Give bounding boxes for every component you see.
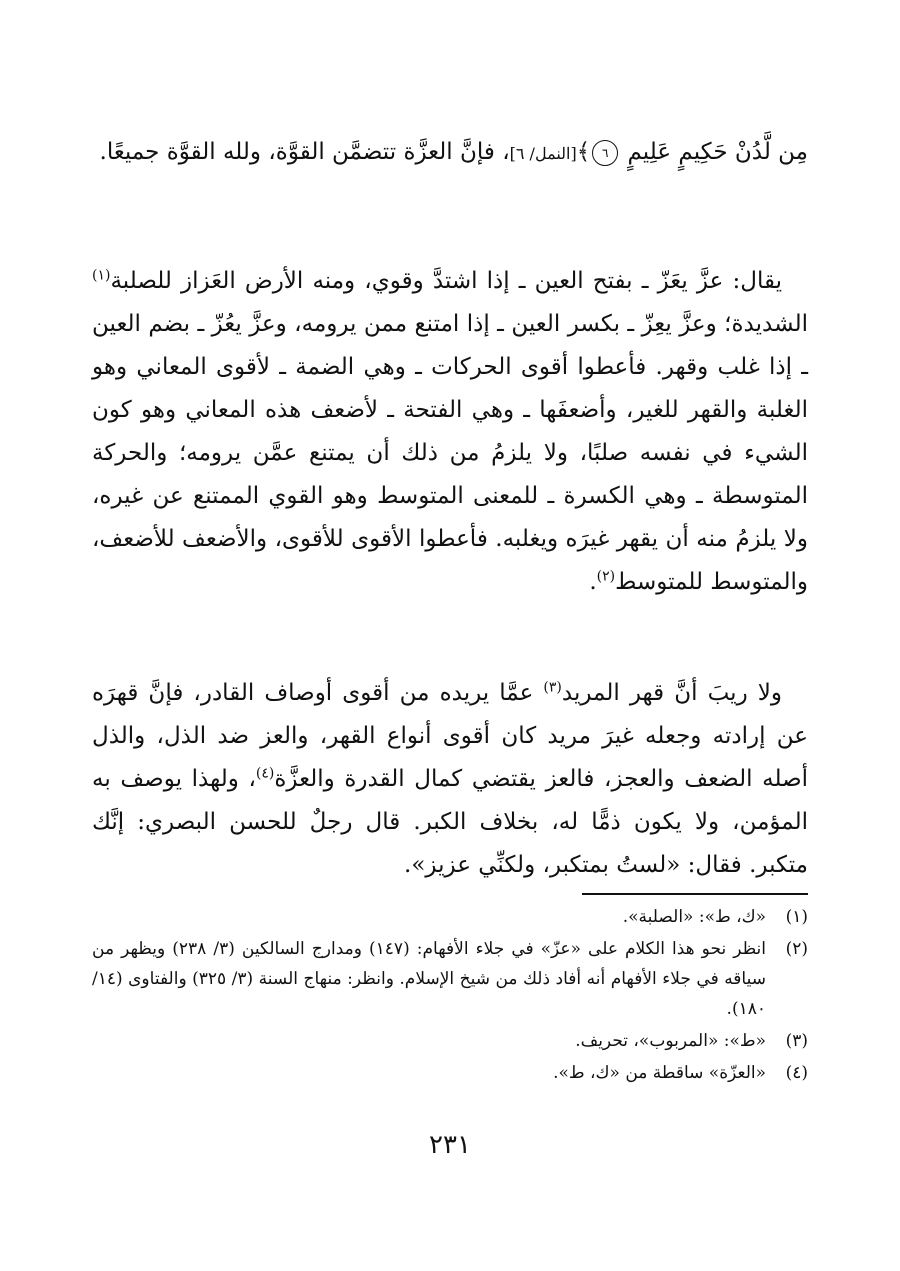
- footnote-number: (٢): [785, 939, 808, 959]
- footnote-number: (٣): [785, 1031, 808, 1051]
- paragraph-2-part-3: .: [589, 569, 597, 595]
- quran-verse-text: مِن لَّدُنْ حَكِيمٍ عَلِيمٍ: [627, 139, 808, 165]
- footnote-item: [92, 1026, 808, 1056]
- verse-citation: [النمل/ ٦]: [509, 144, 577, 163]
- footnote-ref-3[interactable]: (٣): [543, 679, 562, 696]
- page-number: ٢٣١: [429, 1130, 471, 1160]
- paragraph-2-part-2: الشديدة؛ وعزَّ يعِزّ ـ بكسر العين ـ إذا امتنع ممن يرومه، وعزَّ يعُزّ ـ بضم العين ـ إذا غلب وقهر. فأعطوا أقوى الحركات ـ وهي الضمة ـ لأقوى المعاني وهو الغلبة والقهر للغير، وأضعفَها ـ وهي الفتحة ـ لأضعف هذه المعاني وهو كون الشيء في نفسه صلبًا، ولا يلزمُ من ذلك أن يمتنع عمَّن يرومه؛ والحركة المتوسطة ـ وهي الكسرة ـ للمعنى المتوسط وهو القوي الممتنع عن غيره، ولا يلزمُ منه أن يقهر غيرَه ويغلبه. فأعطوا الأقوى للأقوى، والأضعف للأضعف، والمتوسط للمتوسط: [92, 311, 808, 595]
- verse-end-marker: ٦: [592, 140, 618, 166]
- paragraph-3-part-2: عمَّا يريده من أقوى أوصاف القادر، فإنَّ قهرَه عن إرادته وجعله غيرَ مريد كان أقوى أنواع القهر، والعز ضد الذل، والذل أصله الضعف والعجز، فالعز يقتضي كمال القدرة والعزَّة: [92, 680, 808, 792]
- footnote-item: [92, 934, 808, 1024]
- paragraph-3-part-1: ولا ريبَ أنَّ قهر المريد: [561, 680, 782, 706]
- footnote-ref-4[interactable]: (٤): [255, 765, 275, 782]
- footnotes: [92, 902, 808, 1090]
- footnote-text: «ك، ط»: «الصلبة».: [622, 907, 766, 927]
- footnote-text: انظر نحو هذا الكلام على «عزّ» في جلاء الأفهام: (١٤٧) ومدارج السالكين (٣/ ٢٣٨) ويظهر من سياقه في جلاء الأفهام أنه أفاد ذلك من شيخ الإسلام. وانظر: منهاج السنة (٣/ ٣٢٥) والفتاوى (١٤/ ١٨٠).: [92, 939, 766, 1019]
- verse-close-bracket: ﴾: [576, 139, 591, 165]
- footnote-text: «العزّة» ساقطة من «ك، ط».: [553, 1063, 766, 1083]
- paragraph-1-text: ، فإنَّ العزَّة تتضمَّن القوَّة، ولله القوَّة جميعًا.: [99, 139, 510, 165]
- paragraph-2-part-1: يقال: عزَّ يعَزّ ـ بفتح العين ـ إذا اشتدَّ وقوي، ومنه الأرض العَزاز للصلبة: [110, 268, 782, 294]
- footnote-ref-1[interactable]: (١): [92, 267, 111, 284]
- footnote-number: (١): [785, 907, 808, 927]
- footnote-number: (٤): [785, 1063, 808, 1083]
- footnote-ref-2[interactable]: (٢): [596, 568, 616, 585]
- footnote-text: «ط»: «المربوب»، تحريف.: [575, 1031, 766, 1051]
- footnote-divider: [582, 893, 808, 895]
- paragraph-3-part-3: ، ولهذا يوصف به المؤمن، ولا يكون ذمًّا له، بخلاف الكبر. قال رجلٌ للحسن البصري: إنَّك متكبر. فقال: «لستُ بمتكبر، ولكنِّي عزيز».: [92, 766, 808, 878]
- footnote-item: [92, 1058, 808, 1088]
- paragraph-1: [92, 131, 808, 175]
- paragraph-2: [92, 260, 808, 604]
- footnote-item: [92, 902, 808, 932]
- paragraph-3: [92, 672, 808, 887]
